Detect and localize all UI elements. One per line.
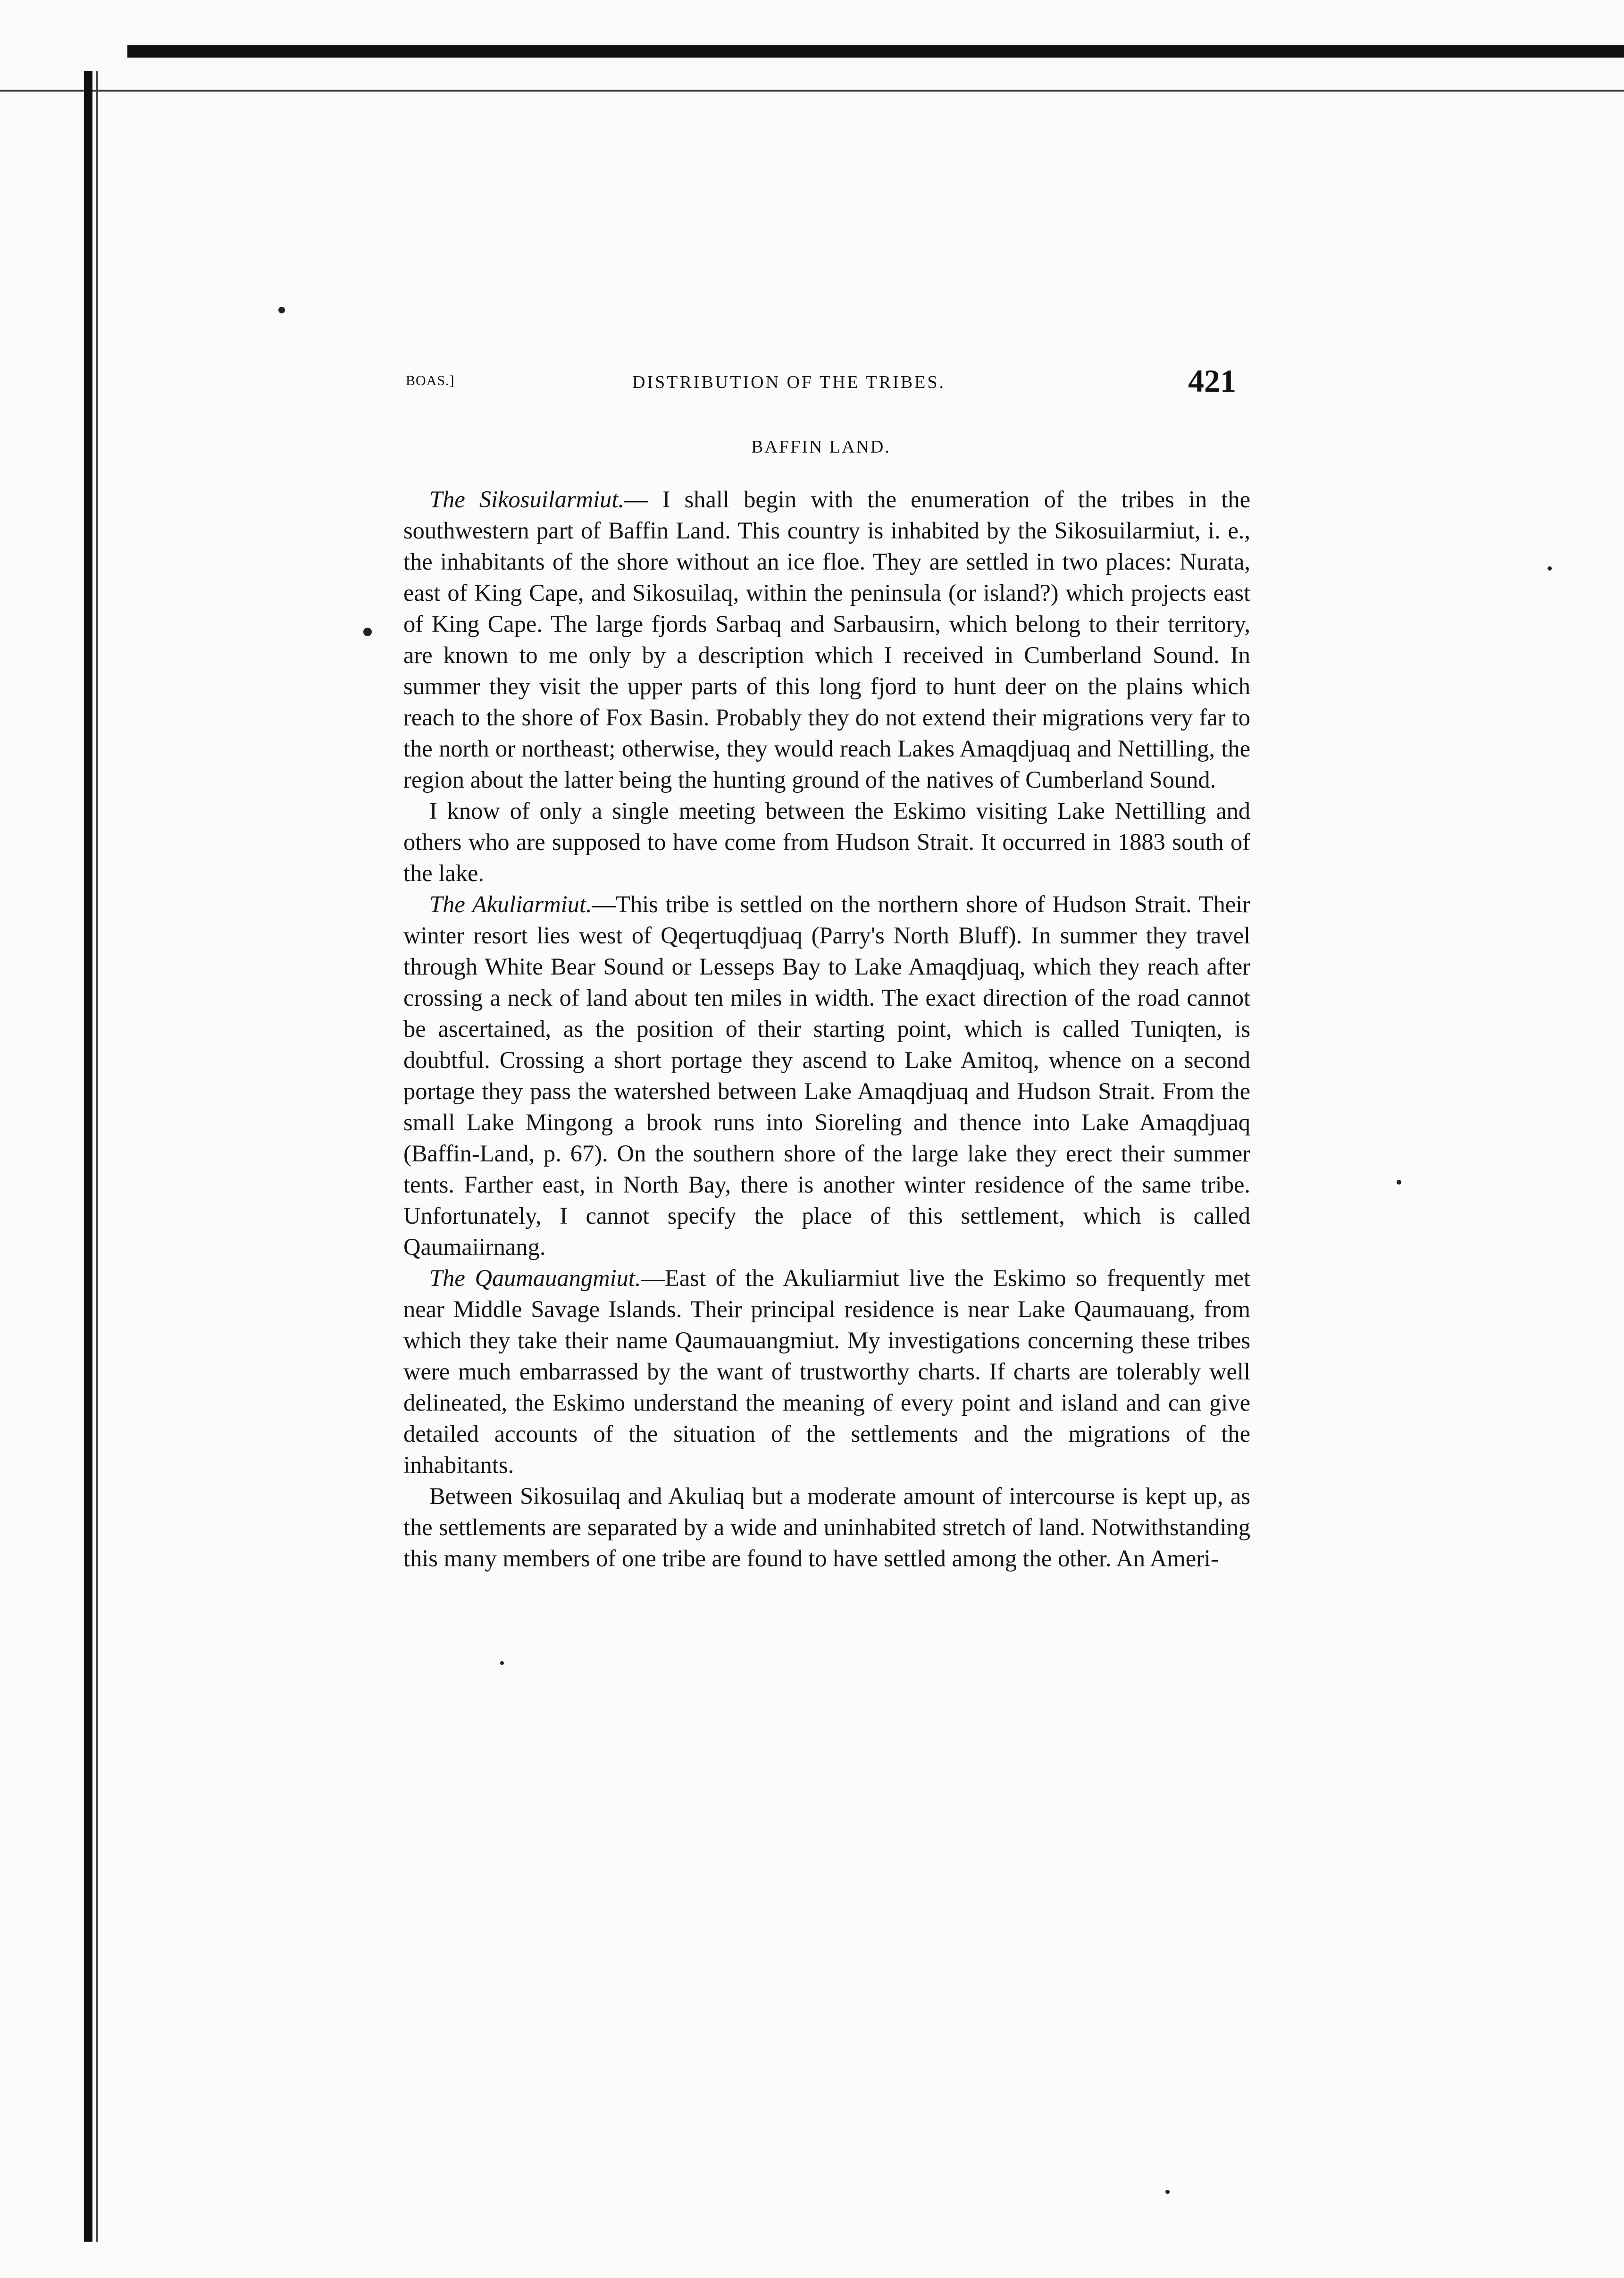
running-header [406, 359, 1255, 401]
paragraph [403, 1480, 1250, 1574]
paragraph [403, 484, 1250, 795]
scan-speck [278, 307, 285, 313]
top-thin-rule [0, 90, 1624, 92]
scan-speck [1397, 1180, 1401, 1185]
paragraph [403, 1262, 1250, 1480]
running-author: BOAS.] [406, 373, 455, 388]
top-border-rule [127, 45, 1624, 58]
paragraph-text: —This tribe is settled on the northern shore of Hudson Strait. Their winter resort lies west of Qeqertuqdjuaq (Parry's North Bluff). In summer they travel through White Bear Sound or Lesseps Bay to Lake Amaqdjuaq, which they reach after crossing a neck of land about ten miles in width. The exact direction of the road cannot be ascertained, as the position of their starting point, which is called Tuniqten, is doubtful. Crossing a short portage they ascend to Lake Amitoq, whence on a second portage they pass the watershed between Lake Amaqdjuaq and Hudson Strait. From the small Lake Mingong a brook runs into Sioreling and thence into Lake Amaqdjuaq (Baffin-Land, p. 67). On the southern shore of the large lake they erect their summer tents. Farther east, in North Bay, there is another winter residence of the same tribe. Unfortunately, I cannot specify the place of this settlement, which is called Qaumaiirnang. [403, 891, 1251, 1260]
paragraph-text: Between Sikosuilaq and Akuliaq but a moderate amount of intercourse is kept up, as the settlements are separated by a wide and uninhabited stretch of land. Notwithstanding this many members of one tribe are found to have settled among the other. An Ameri- [403, 1483, 1250, 1572]
scan-speck [1548, 566, 1552, 571]
scan-speck [500, 1661, 504, 1665]
running-title: DISTRIBUTION OF THE TRIBES. [632, 372, 946, 392]
section-heading: BAFFIN LAND. [751, 437, 891, 457]
binding-edge-line [84, 71, 92, 2242]
scan-speck [1165, 2190, 1170, 2194]
binding-edge-thin-line [96, 71, 98, 2242]
paragraph [403, 889, 1250, 1262]
paragraph-text: — I shall begin with the enumeration of the tribes in the southwestern part of Baffin Land. This country is inhabited by the Sikosuilarmiut, i. e., the inhabitants of the shore without an ice floe. They are settled in two places: Nurata, east of King Cape, and Sikosuilaq, within the peninsula (or island?) which projects east of King Cape. The large fjords Sarbaq and Sarbausirn, which belong to their territory, are known to me only by a description which I received in Cumberland Sound. In summer they visit the upper parts of this long fjord to hunt deer on the plains which reach to the shore of Fox Basin. Probably they do not extend their migrations very far to the north or northeast; otherwise, they would reach Lakes Amaqdjuaq and Nettilling, the region about the latter being the hunting ground of the natives of Cumberland Sound. [403, 486, 1250, 793]
scan-speck [363, 628, 372, 636]
paragraph [403, 795, 1250, 889]
page-number: 421 [1188, 363, 1236, 399]
paragraph-text: —East of the Akuliarmiut live the Eskimo so frequently met near Middle Savage Islands. Their principal residence is near Lake Qaumauang, from which they take their name Qaumauangmiut. My investigations concerning these tribes were much embarrassed by the want of trustworthy charts. If charts are tolerably well delineated, the Eskimo understand the meaning of every point and island and can give detailed accounts of the situation of the settlements and the migrations of the inhabitants. [403, 1265, 1250, 1478]
tribe-name: The Akuliarmiut. [429, 891, 592, 917]
body-text [403, 484, 1250, 1574]
tribe-name: The Sikosuilarmiut. [429, 486, 625, 513]
paragraph-text: I know of only a single meeting between the Eskimo visiting Lake Nettilling and others who are supposed to have come from Hudson Strait. It occurred in 1883 south of the lake. [403, 798, 1250, 886]
tribe-name: The Qaumauangmiut. [429, 1265, 641, 1291]
